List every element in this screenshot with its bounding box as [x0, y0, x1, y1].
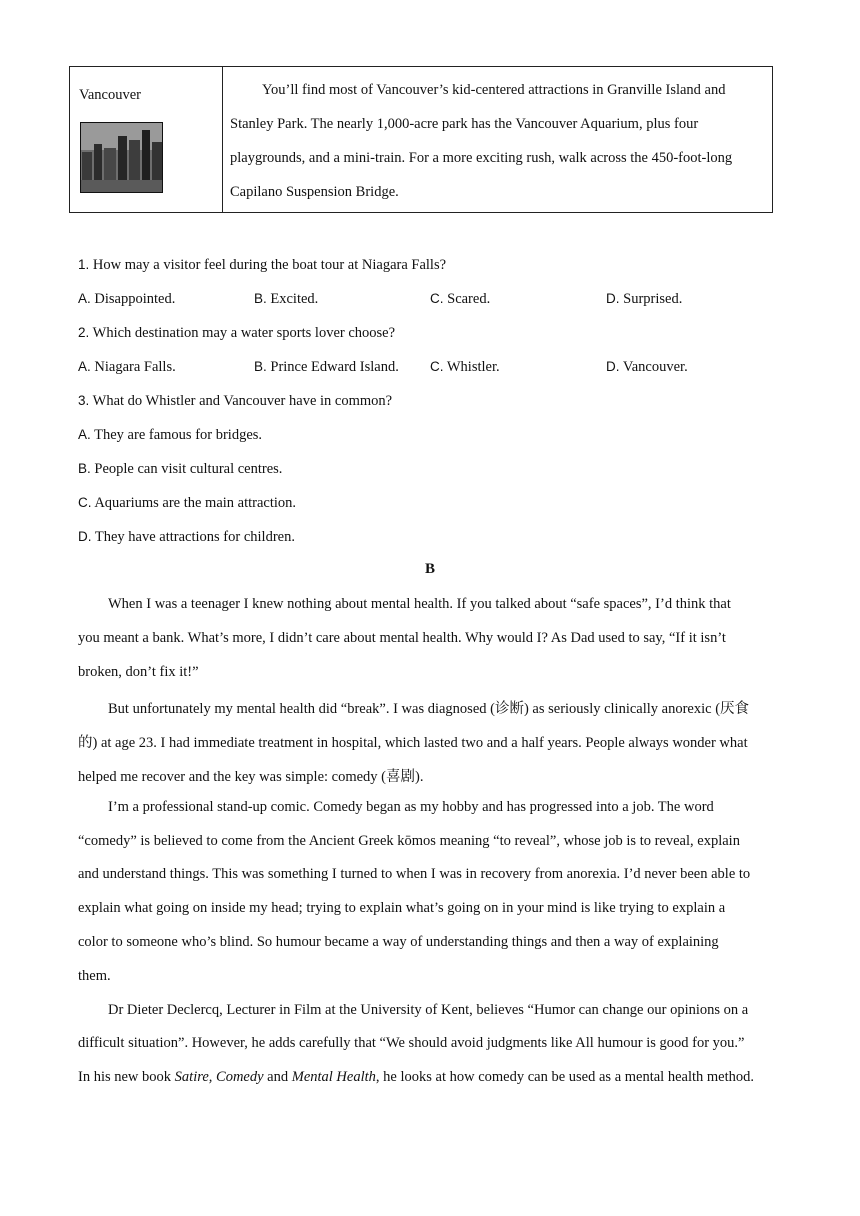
passage-line: difficult situation”. However, he adds carefully that “We should avoid judgments like All humour is good for you.” — [78, 1035, 745, 1051]
book-title: Satire, Comedy — [174, 1069, 264, 1085]
table-desc-line-4: Capilano Suspension Bridge. — [230, 184, 399, 200]
option-2d: D. Vancouver. — [606, 359, 688, 375]
passage-line: 的) at age 23. I had immediate treatment in hospital, which lasted two and a half years. People always wonder what — [78, 735, 748, 751]
question-number: 1. — [78, 257, 90, 272]
question-number: 2. — [78, 325, 90, 340]
table-desc-line-2: Stanley Park. The nearly 1,000-acre park has the Vancouver Aquarium, plus four — [230, 116, 699, 132]
passage-last-line: In his new book Satire, Comedy and Mental Health, he looks at how comedy can be used as a mental health method. — [78, 1069, 755, 1085]
option-3b: B. People can visit cultural centres. — [78, 461, 283, 477]
question-2 — [78, 325, 395, 342]
book-title: Mental Health — [291, 1069, 376, 1085]
passage-line: But unfortunately my mental health did “break”. I was diagnosed (诊断) as seriously clinically anorexic (厌食 — [108, 701, 750, 717]
passage-line: When I was a teenager I knew nothing about mental health. If you talked about “safe spaces”, I’d think that — [108, 596, 731, 612]
section-heading: B — [424, 561, 435, 577]
option-1b: B. Excited. — [254, 291, 319, 307]
question-3 — [78, 393, 392, 410]
question-number: 3. — [78, 393, 90, 408]
passage-line: helped me recover and the key was simple: comedy (喜剧). — [78, 769, 424, 785]
passage-line: I’m a professional stand-up comic. Comedy began as my hobby and has progressed into a job. The word — [108, 799, 714, 815]
option-1c: C. Scared. — [430, 291, 491, 307]
table-desc-line-3: playgrounds, and a mini-train. For a more exciting rush, walk across the 450-foot-long — [230, 150, 733, 166]
table-divider — [222, 67, 223, 212]
option-2a: A. Niagara Falls. — [78, 359, 176, 375]
option-1d: D. Surprised. — [606, 291, 683, 307]
passage-line: you meant a bank. What’s more, I didn’t care about mental health. Why would I? As Dad used to say, “If it isn’t — [78, 630, 726, 646]
passage-line: “comedy” is believed to come from the Ancient Greek kōmos meaning “to reveal”, whose job is to reveal, explain — [78, 833, 740, 849]
option-3a: A. They are famous for bridges. — [78, 427, 263, 443]
option-3c: C. Aquariums are the main attraction. — [78, 495, 297, 511]
destination-table — [69, 66, 773, 213]
option-1a: A. Disappointed. — [78, 291, 176, 307]
option-2c: C. Whistler. — [430, 359, 500, 375]
passage-line: color to someone who’s blind. So humour became a way of understanding things and then a way of explaining — [78, 934, 719, 950]
passage-line: Dr Dieter Declercq, Lecturer in Film at the University of Kent, believes “Humor can change our opinions on a — [108, 1002, 749, 1018]
option-2b: B. Prince Edward Island. — [254, 359, 399, 375]
passage-line: them. — [78, 968, 111, 984]
passage-line: explain what going on inside my head; trying to explain what’s going on in your mind is like trying to explain a — [78, 900, 726, 916]
table-city-name: Vancouver — [79, 87, 142, 103]
passage-line: and understand things. This was something I turned to when I was in recovery from anorexia. I’d never been able to — [78, 866, 751, 882]
question-text: Which destination may a water sports lover choose? — [92, 325, 396, 341]
question-1 — [78, 257, 446, 274]
city-skyline-photo — [80, 122, 163, 193]
question-text: How may a visitor feel during the boat tour at Niagara Falls? — [92, 257, 447, 273]
question-text: What do Whistler and Vancouver have in common? — [92, 393, 393, 409]
option-3d: D. They have attractions for children. — [78, 529, 295, 545]
table-desc-line-1: You’ll find most of Vancouver’s kid-centered attractions in Granville Island and — [262, 82, 726, 98]
passage-line: broken, don’t fix it!” — [78, 664, 199, 680]
